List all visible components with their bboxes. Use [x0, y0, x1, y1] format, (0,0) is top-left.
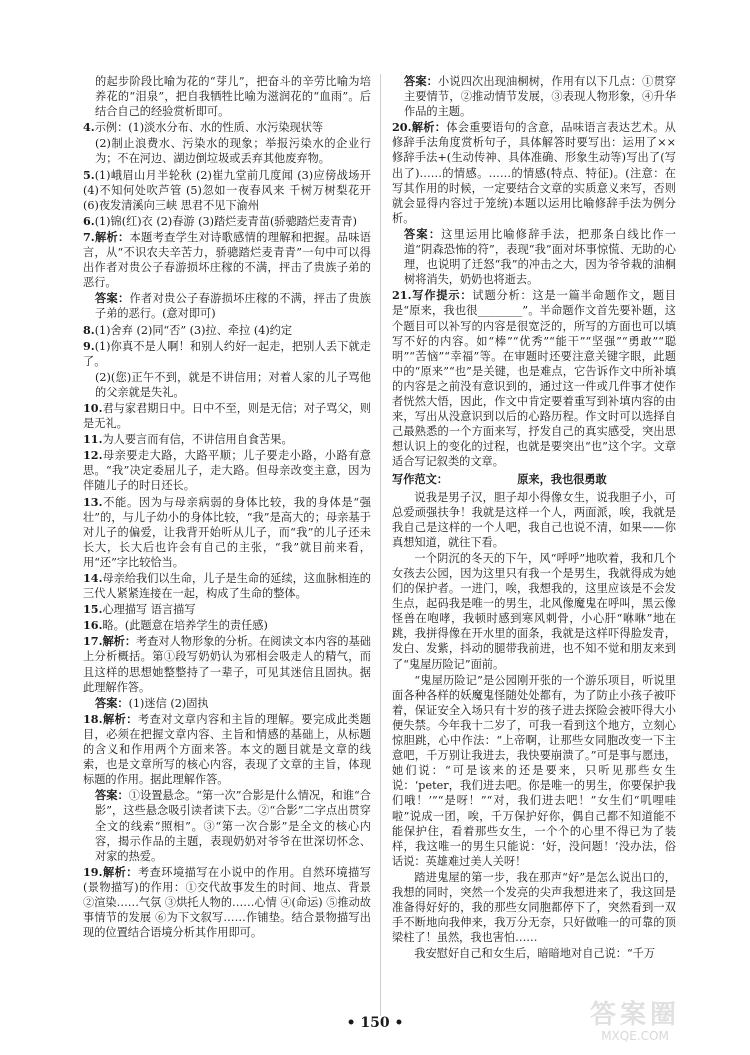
answer-text: (2)(您)正午不到，就是不讲信用；对着人家的儿子骂他的父亲就是失礼。 — [95, 370, 371, 399]
answer-text: 考查对人物形象的分析。在阅读文本内容的基础上分析概括。第①段写奶奶认为邪相会吸走人的精气，而且这样的思想她整整持了一辈子，可见其迷信且固执。据此理解作答。 — [83, 635, 371, 694]
answer-item — [83, 291, 371, 321]
answer-text: 这里运用比喻修辞手法，把那条白线比作一道“阴森恐怖的符”，表现“我”面对坏事惊慌、无助的心理，也说明了迁怒“我”的冲击之大，因为爷爷栽的油桐树将消失，奶奶也将逝去。 — [404, 227, 676, 287]
answer-label: 解析： — [102, 634, 137, 649]
answer-item — [83, 602, 371, 617]
answer-label: 解析： — [94, 229, 130, 244]
answer-item — [83, 618, 371, 633]
question-number: 10. — [83, 400, 103, 415]
right-column — [392, 74, 676, 962]
answer-item — [392, 74, 676, 119]
column-divider — [380, 74, 381, 1016]
answer-item — [83, 339, 371, 369]
question-number: 8. — [83, 322, 95, 337]
answer-item — [83, 168, 371, 213]
answer-item — [392, 120, 676, 226]
answer-text: (1)峨眉山月半轮秋 (2)崔九堂前几度闻 (3)应傍战场开 (4)不知何处吹芦管 (5)忽如一夜春风来 千树万树梨花开 (6)夜发清溪向三峡 思君不见下渝州 — [83, 168, 371, 212]
question-number: 20. — [392, 120, 412, 135]
answer-text: 不能。因为与母亲病弱的身体比较，我的身体是“强壮”的，与儿子幼小的身体比较，“我”是高大的；母亲基于对儿子的偏爱，让我背开始听从儿子，而“我”的儿子还未长大，长大后也许会有自己的主张，“我”就目前来看，用“还”字比较恰当。 — [83, 495, 371, 569]
essay-heading — [392, 472, 676, 487]
question-number: 21. — [392, 288, 412, 303]
question-number: 17. — [83, 634, 103, 649]
answer-item — [83, 696, 371, 711]
answer-label: 解析： — [102, 711, 138, 726]
watermark-text: 答案圈 — [589, 1000, 680, 1030]
answer-label: 写作提示： — [411, 288, 473, 303]
answer-label: 答案： — [95, 291, 130, 306]
answer-text: 本题考查学生对诗歌感情的理解和把握。品味语言，从“不识农夫辛苦力，骄骢踏烂麦青青”一句中可以得出作者对贵公子春游损坏庄稼的不满，抨击了贵族子弟的恶行。 — [83, 230, 371, 290]
answer-item — [83, 448, 371, 493]
essay-paragraph: 一个阴沉的冬天的下午，风“呼呼”地吹着，我和几个女孩去公园，因为这里只有我一个是男生，我就得成为她们的保护者。一进门，唉，我想我的，这里应该是不会发生点，起码我是唯一的男生，北风像魔鬼在呼叫，黑云像怪兽在咆哮，我顿时感到寒风刺骨，小心肝“咻咻”地在跳，我拼得像在开水里的面条，我就是这样吓得脸发青，发白、发紫，抖动的腿带我前进，也不知不觉和朋友来到了“鬼屋历险记”面前。 — [392, 551, 676, 671]
answer-text: 母亲给我们以生命，儿子是生命的延续，这血脉相连的三代人紧紧连接在一起，构成了生命的整体。 — [83, 572, 371, 601]
answer-label: 解析： — [102, 864, 138, 879]
answer-text: 考查环境描写在小说中的作用。自然环境描写(景物描写)的作用：①交代故事发生的时间、地点、背景 ②渲染……气氛 ③烘托人物的……心情 ④(命运) ⑤推动故事情节的发展 ⑥为下文叙写……作铺垫。结合景物描写出现的位置结合语境分析其作用即可。 — [83, 865, 371, 940]
question-number: 18. — [83, 711, 103, 726]
essay-lead-label: 写作范文： — [392, 472, 448, 487]
question-number: 6. — [83, 213, 95, 228]
answer-item — [83, 370, 371, 400]
answer-item — [83, 74, 371, 119]
answer-text: 心理描写 语言描写 — [102, 603, 196, 617]
answer-text: 君与家君期日中。日中不至，则是无信；对子骂父，则是无礼。 — [83, 401, 371, 431]
answer-text: 为人要言而有信，不讲信用自食苦果。 — [102, 433, 293, 447]
answer-item — [83, 136, 371, 166]
answer-text: (1)迷信 (2)固执 — [128, 696, 209, 710]
answer-item — [83, 120, 371, 135]
watermark-logo — [560, 1001, 710, 1045]
answer-label: 答案： — [95, 788, 129, 803]
answer-text: 母亲要走大路，大路平顺；儿子要走小路，小路有意思。“我”决定委屈儿子，走大路。但母亲改变主意，因为伴随儿子的时日还长。 — [83, 449, 371, 493]
question-number: 13. — [83, 494, 103, 509]
essay-paragraph: 我安慰好自己和女生后，暗暗地对自己说：“千万 — [414, 947, 656, 961]
essay-paragraph: 说我是男子汉，胆子却小得像女生，说我胆子小，可总爱顽强扶争！我就是这样一个人，两面派，唉，我就是我自己是这样的一个人吧，我自己也说不清，如果——你真想知道，就往下看。 — [392, 490, 676, 549]
sample-essay — [392, 472, 676, 961]
answer-text: 示例：(1)淡水分布、水的性质、水污染现状等 — [94, 121, 324, 135]
answer-item — [83, 230, 371, 290]
answer-item — [83, 712, 371, 787]
answer-label: 答案： — [404, 74, 439, 88]
question-number: 11. — [83, 432, 103, 447]
answer-label: 答案： — [404, 226, 442, 241]
question-number: 5. — [83, 167, 95, 182]
answer-text: ①设置悬念。“第一次”合影是什么情况，和谁“合影”，这些悬念吸引读者读下去。②“合影”二字点出贯穿全文的线索“照相”。③“第一次合影”是全文的核心内容，揭示作品的主题，表现奶奶对爷爷在世深切怀念、对家的热爱。 — [95, 789, 371, 863]
answer-item — [392, 288, 676, 469]
page-number: • 150 • — [346, 1015, 404, 1031]
answer-item — [83, 634, 371, 694]
watermark-url: MXQE.COM — [601, 1029, 669, 1043]
essay-title: 原来，我也很勇敢 — [517, 472, 607, 487]
answer-text: 的起步阶段比喻为花的“芽儿”，把奋斗的辛劳比喻为培养花的“泪泉”，把自我牺牲比喻为滋润花的“血雨”。后结合自己的经验赏析即可。 — [95, 75, 371, 119]
answer-text: (1)你真不是人啊！和别人约好一起走，把别人丢下就走了。 — [83, 339, 371, 368]
question-number: 4. — [83, 120, 95, 135]
answer-label: 解析： — [411, 120, 447, 135]
answer-text: 体会重要语句的含意，品味语言表达艺术。从修辞手法角度赏析句子，具体解答时要写出：运用了××修辞手法+(生动传神、具体准确、形象生动等)写出了(写出了)……的情感。……的情感(特点、特征)。(注意：在写其作用的时候，一定要结合文章的实质意义来写，否则就会显得内容过于笼统)本题以运用比喻修辞手法为例分析。 — [392, 121, 676, 225]
essay-paragraph: “鬼屋历险记”是公园刚开张的一个游乐项目，听说里面各种各样的妖魔鬼怪随处处都有，为了防止小孩子被吓着，保证安全入场只有十岁的孩子进去探险会被吓得大小便失禁。今年我十二岁了，可我一看到这个地方，立刻心惊胆跳，心中作法：“上帝啊，让那些女同胞改变一下主意吧，千万别让我进去，我快要崩溃了。”可是事与愿违，她们说：“可是该来的还是要来，只听见那些女生说：‘peter，我们进去吧。你是唯一的男生，你要保护我们哦！’”“是呀！”“对，我们进去吧！”女生们“叽哩哇啦”说成一团，唉，千万保护好你，偶自己都不知道能不能保护住，看着那些女生，一个个的心里不得已为了装样，我这唯一的男生只能说：‘好，没问题！’没办法，俗话说：英雄难过美人关呀！ — [392, 673, 676, 868]
answer-text: 略。(此题意在培养学生的责任感) — [102, 619, 268, 633]
answer-item — [83, 571, 371, 601]
answer-text: 作者对贵公子春游损坏庄稼的不满，抨击了贵族子弟的恶行。(意对即可) — [95, 292, 371, 321]
answer-text: (1)舍弃 (2)同“否” (3)拉、牵拉 (4)约定 — [94, 323, 293, 337]
question-number: 14. — [83, 571, 103, 585]
essay-paragraph: 踏进鬼屋的第一步，我在那声“好”是怎么说出口的，我想的同时，突然一个发亮的尖声我想进来了，我这回是准备得好好的，我的那些女同胞都停下了，突然看到一双手不断地向我伸来，我万分无奈，只好做唯一的可靠的顶梁柱了！虽然，我也害怕…… — [392, 870, 676, 945]
answer-item — [392, 227, 676, 287]
answer-item — [83, 865, 371, 940]
question-number: 7. — [83, 229, 95, 244]
answer-text: 考查对文章内容和主旨的理解。要完成此类题目，必须在把握文章内容、主旨和情感的基础上，从标题的含义和作用两个方面来答。本文的题目就是文章的线索，也是文章所写的核心内容，表现了文章的主旨，体现标题的作用。据此理解作答。 — [83, 712, 371, 787]
answer-item — [83, 214, 371, 229]
answer-item — [83, 323, 371, 338]
answer-text: (2)制止浪费水、污染水的现象；举报污染水的企业行为；不在河边、湖边倒垃圾或丢弃其他废弃物。 — [95, 137, 371, 166]
answer-item — [83, 401, 371, 431]
answer-text: 试题分析：这是一篇半命题作文，题目是“原来，我也很________”。半命题作文首先要补题，这个题目可以补写的内容是很宽泛的，所写的方面也可以填写不好的内容。如“棒”“优秀”“能干”“坚强”“勇敢”“聪明”“苦恼”“幸福”等。在审题时还要注意关键字眼，此题中的“原来”“也”是关键，也是难点，它告诉作文中所补填的内容是之前没有意识到的，通过这一件或几件事才使作者恍然大悟，因此，作文中肯定要着重写到补填内容的由来，写出从没意识到以后的心路历程。作文时可以选择自己最熟悉的一个方面来写，抒发自己的真实感受，突出思想认识上的变化的过程，也就是要突出“也”这个字。文章适合写记叙类的文章。 — [392, 289, 676, 469]
answer-item — [83, 788, 371, 863]
answer-label: 答案： — [95, 695, 129, 710]
question-number: 12. — [83, 448, 103, 463]
left-column — [83, 74, 371, 941]
question-number: 15. — [83, 602, 103, 617]
answer-text: (1)锦(红)衣 (2)春游 (3)踏烂麦青苗(骄骢踏烂麦青青) — [94, 214, 357, 228]
question-number: 16. — [83, 618, 103, 633]
answer-item — [83, 495, 371, 570]
answer-item — [83, 432, 371, 447]
question-number: 9. — [83, 338, 95, 353]
question-number: 19. — [83, 864, 103, 879]
answer-text: 小说四次出现油桐树，作用有以下几点：①贯穿主要情节，②推动情节发展，③表现人物形象，④升华作品的主题。 — [404, 75, 676, 119]
